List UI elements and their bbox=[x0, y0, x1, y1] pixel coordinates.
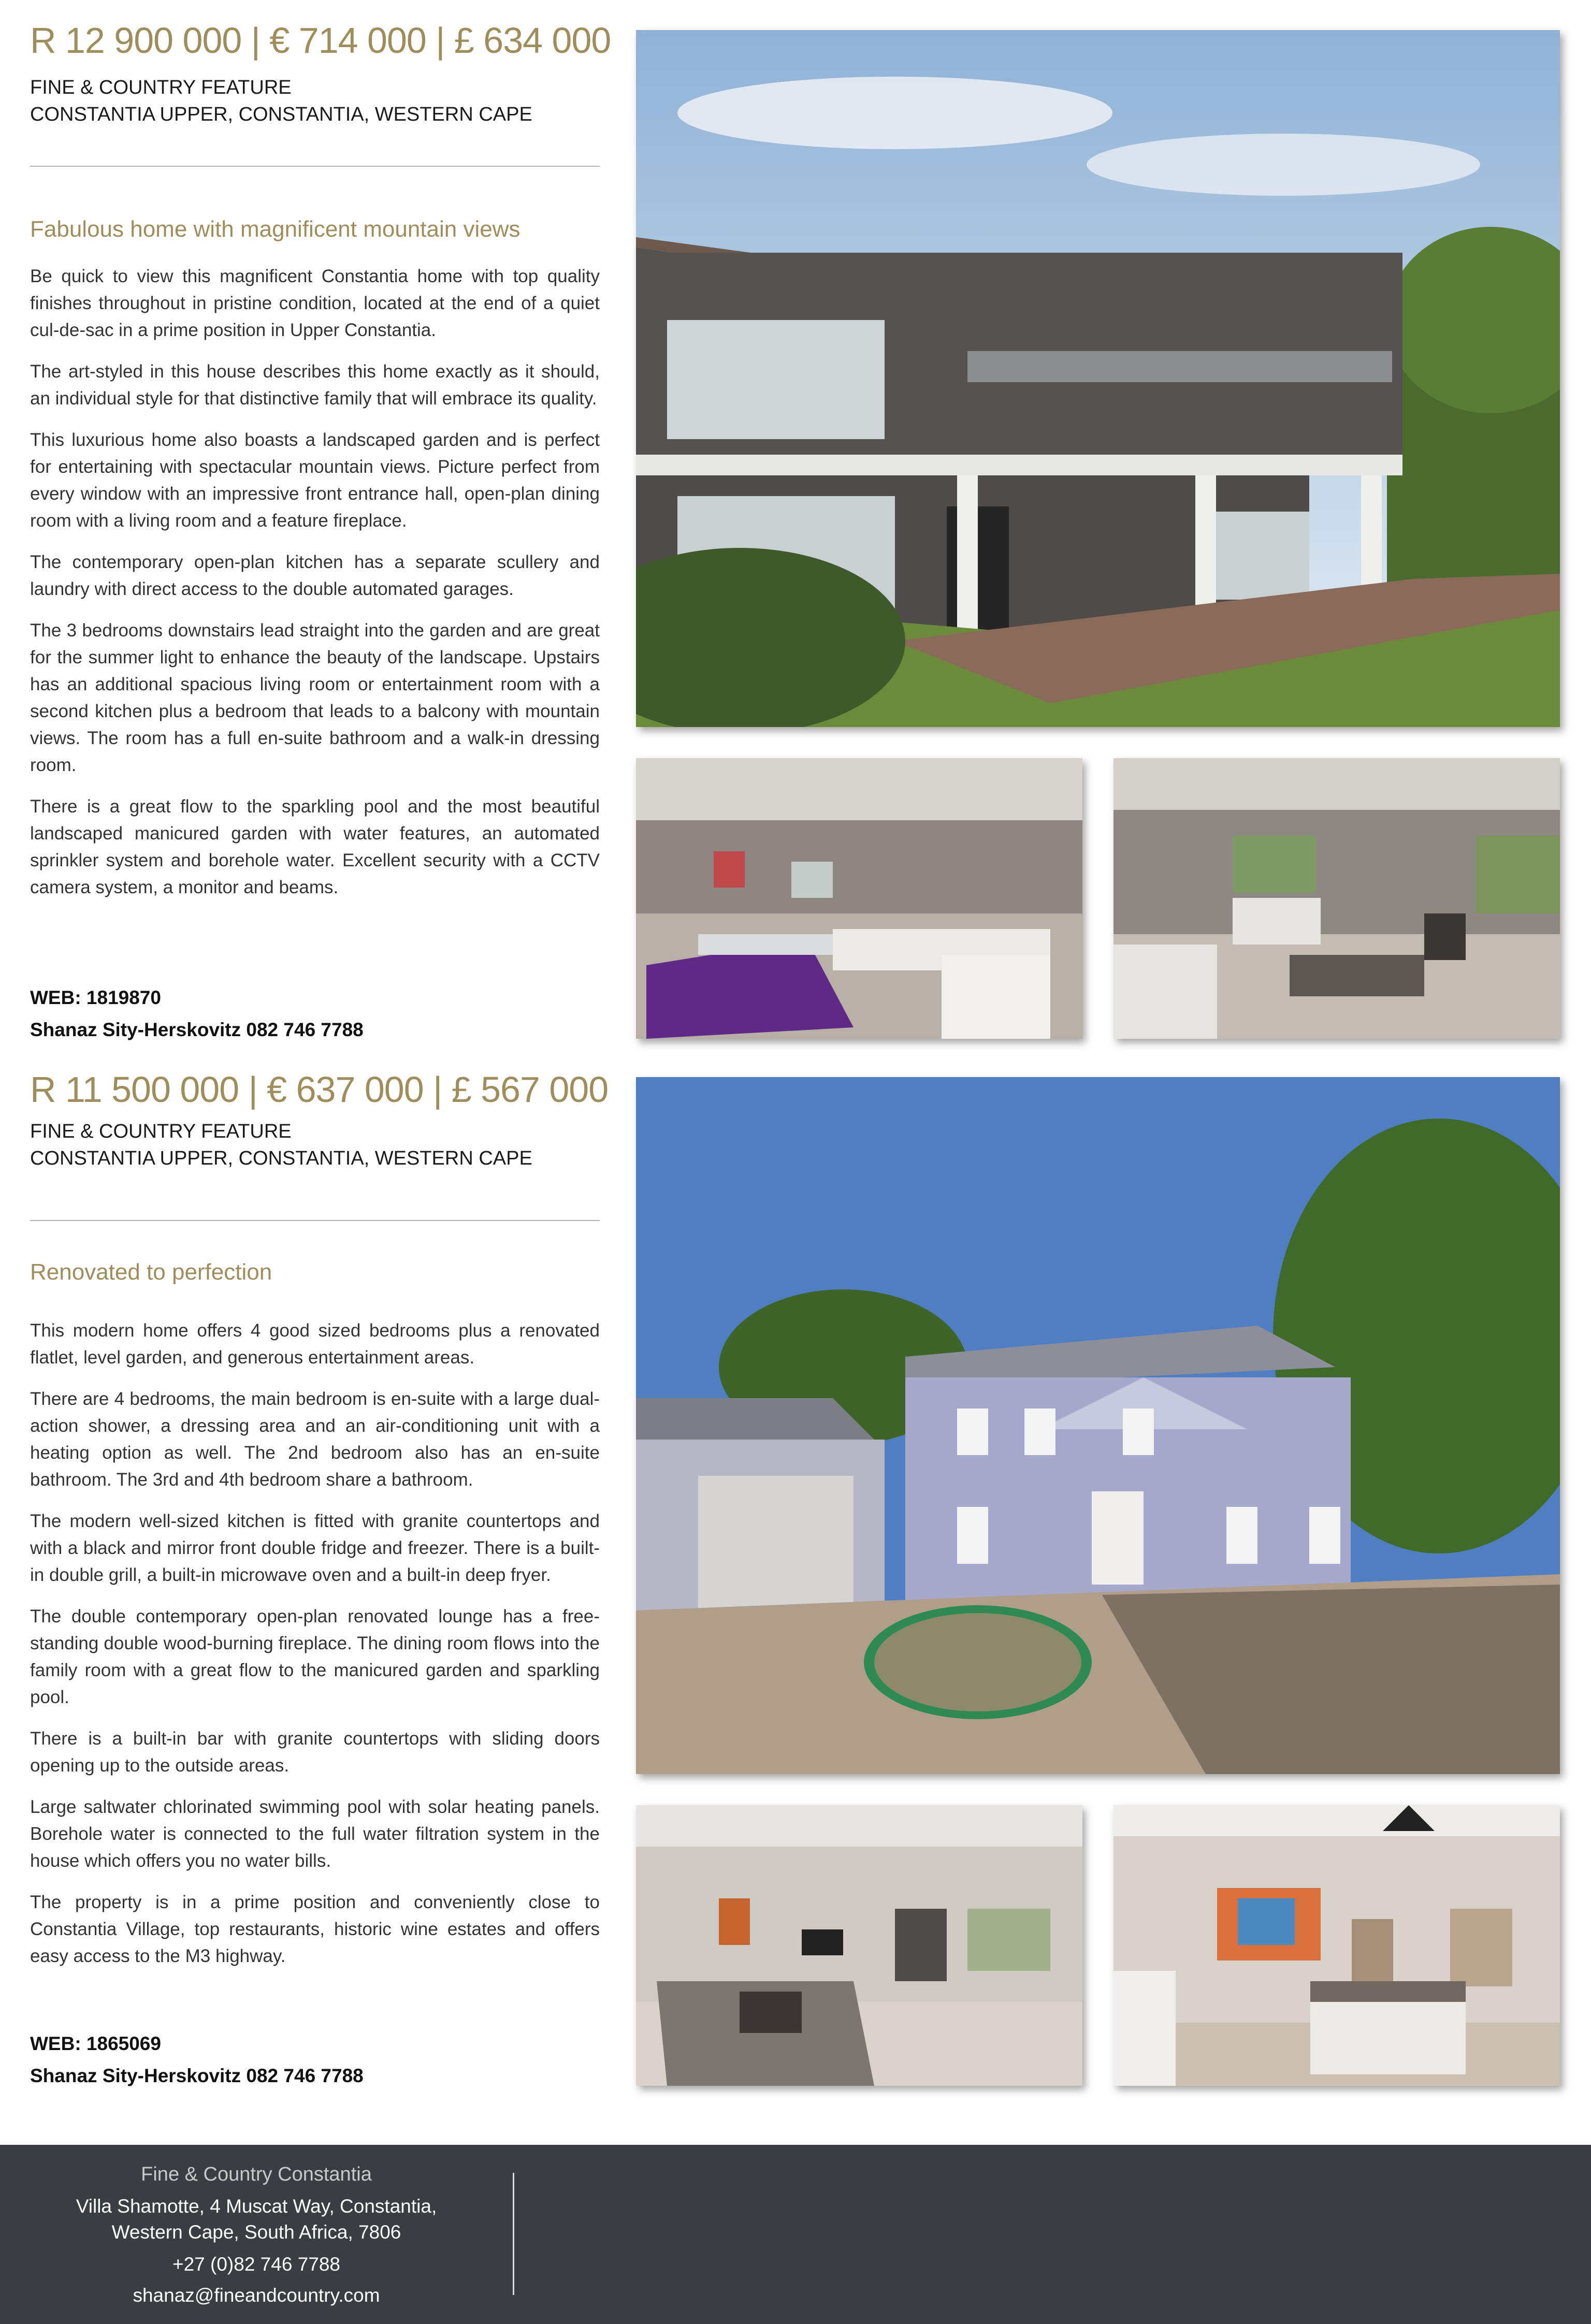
listing-2 bbox=[0, 1046, 1591, 2144]
listing-2-paragraph: The property is in a prime position and conveniently close to Constantia Village, top restaurants, historic wine estates and offers easy access to the M3 highway. bbox=[30, 1892, 600, 1966]
listing-1-paragraph: Be quick to view this magnificent Constantia home with top quality finishes throughout in pristine condition, located at the end of a quiet cul-de-sac in a prime position in Upper Constantia. bbox=[30, 266, 600, 340]
listing-1-headline: Fabulous home with magnificent mountain views bbox=[30, 216, 520, 242]
listing-2-lounge-photo bbox=[636, 1805, 1082, 2086]
listing-2-location: CONSTANTIA UPPER, CONSTANTIA, WESTERN CAPE bbox=[30, 1148, 532, 1169]
listing-1-location: CONSTANTIA UPPER, CONSTANTIA, WESTERN CAPE bbox=[30, 104, 532, 125]
footer-office-name: Fine & Country Constantia bbox=[141, 2163, 372, 2185]
listing-1-paragraph: This luxurious home also boasts a landscaped garden and is perfect for entertaining with spectacular mountain views. Picture perfect from every window with an impressive front entrance hall, open-plan dining room with a living room and a feature fireplace. bbox=[30, 430, 600, 531]
listing-2-web-ref: WEB: 1865069 bbox=[30, 2033, 161, 2054]
listing-1-agent-contact: Shanaz Sity-Herskovitz 082 746 7788 bbox=[30, 1019, 364, 1040]
listing-2-paragraph: This modern home offers 4 good sized bedrooms plus a renovated flatlet, level garden, and generous entertainment areas. bbox=[30, 1320, 600, 1368]
footer-address-line2: Western Cape, South Africa, 7806 bbox=[111, 2221, 401, 2243]
listing-2-body bbox=[30, 1317, 600, 1984]
listing-2-divider bbox=[30, 1220, 600, 1221]
listing-1-price: R 12 900 000 | € 714 000 | £ 634 000 bbox=[30, 20, 611, 61]
listing-2-dining-photo bbox=[1113, 1805, 1560, 2086]
footer-divider bbox=[513, 2173, 514, 2295]
listing-2-paragraph: The modern well-sized kitchen is fitted with granite countertops and with a black and mirror front double fridge and freezer. There is a built-in double grill, a built-in microwave oven and a built-in deep fryer. bbox=[30, 1511, 600, 1585]
listing-2-paragraph: Large saltwater chlorinated swimming pool with solar heating panels. Borehole water is connected to the full water filtration system in the house which offers you no water bills. bbox=[30, 1797, 600, 1871]
listing-2-paragraph: There is a built-in bar with granite countertops with sliding doors opening up to the outside areas. bbox=[30, 1729, 600, 1776]
footer-address-line1: Villa Shamotte, 4 Muscat Way, Constantia, bbox=[76, 2196, 437, 2217]
listing-1-web-ref: WEB: 1819870 bbox=[30, 987, 161, 1008]
listing-1-body bbox=[30, 263, 600, 916]
office-footer bbox=[0, 2145, 1591, 2324]
listing-1-living-photo bbox=[1113, 758, 1560, 1039]
listing-1-feature: FINE & COUNTRY FEATURE bbox=[30, 77, 292, 98]
listing-2-paragraph: The double contemporary open-plan renovated lounge has a free-standing double wood-burning fireplace. The dining room flows into the family room with a great flow to the manicured garden and sparkling pool. bbox=[30, 1606, 600, 1707]
listing-2-main-photo bbox=[636, 1077, 1560, 1774]
footer-phone[interactable]: +27 (0)82 746 7788 bbox=[172, 2254, 341, 2275]
listing-1-paragraph: The contemporary open-plan kitchen has a separate scullery and laundry with direct access to the double automated garages. bbox=[30, 552, 600, 599]
listing-2-feature: FINE & COUNTRY FEATURE bbox=[30, 1121, 292, 1142]
listing-2-agent-contact: Shanaz Sity-Herskovitz 082 746 7788 bbox=[30, 2065, 364, 2086]
listing-1-main-photo bbox=[636, 30, 1560, 727]
footer-email-link[interactable]: shanaz@fineandcountry.com bbox=[133, 2285, 380, 2306]
listing-1-paragraph: The art-styled in this house describes this home exactly as it should, an individual style for that distinctive family that will embrace its quality. bbox=[30, 361, 600, 409]
listing-1-divider bbox=[30, 166, 600, 167]
listing-1-paragraph: There is a great flow to the sparkling pool and the most beautiful landscaped manicured garden with water features, an automated sprinkler system and borehole water. Excellent security with a CCTV camera system, a monitor and beams. bbox=[30, 796, 600, 897]
listing-2-paragraph: There are 4 bedrooms, the main bedroom is en-suite with a large dual-action shower, a dressing area and an air-conditioning unit with a heating option as well. The 2nd bedroom also has an en-suite bathroom. The 3rd and 4th bedroom share a bathroom. bbox=[30, 1389, 600, 1490]
listing-2-headline: Renovated to perfection bbox=[30, 1259, 272, 1285]
listing-1-kitchen-photo bbox=[636, 758, 1082, 1039]
listing-1-paragraph: The 3 bedrooms downstairs lead straight into the garden and are great for the summer light to enhance the beauty of the landscape. Upstairs has an additional spacious living room or entertainment room with a second kitchen plus a bedroom that leads to a balcony with mountain views. The room has a full en-suite bathroom and a walk-in dressing room. bbox=[30, 620, 600, 775]
listing-2-price: R 11 500 000 | € 637 000 | £ 567 000 bbox=[30, 1069, 609, 1110]
listing-1 bbox=[0, 0, 1591, 1046]
